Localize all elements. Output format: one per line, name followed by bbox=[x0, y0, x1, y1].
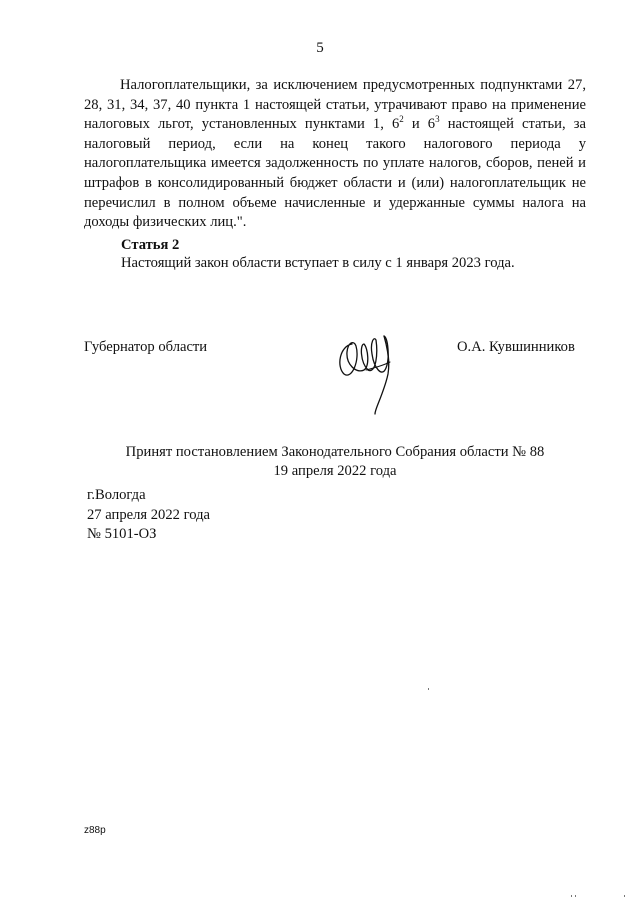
scan-artifact bbox=[575, 895, 576, 897]
paragraph-text-part-3: настоящей статьи, за налоговый период, если на конец такого налогового периода у налогоплательщика имеется задолженность по уплате налогов, сборов, пеней и штрафов в консолидированный бюджет области и (или) налогоплательщик не перечислил в полном объеме начисленные и удержанные суммы налога на доходы физических лиц.". bbox=[84, 116, 586, 231]
paragraph-text-part-1: Налогоплательщики, за исключением предусмотренных подпунктами 27, 28, 31, 34, 37, 40 пункта 1 настоящей статьи, утрачивают право на применение налоговых льгот, установленных пунктами 1, 6 bbox=[84, 77, 586, 133]
governor-name: О.А. Кувшинников bbox=[457, 339, 575, 355]
law-number: № 5101-ОЗ bbox=[87, 526, 157, 542]
signing-date: 27 апреля 2022 года bbox=[87, 506, 210, 523]
governor-title: Губернатор области bbox=[84, 339, 208, 355]
article-title: Статья 2 bbox=[121, 237, 180, 253]
document-code: z88p bbox=[84, 825, 106, 836]
adoption-line-1: Принят постановлением Законодательного Собрания области № 88 bbox=[125, 444, 545, 460]
scan-artifact bbox=[624, 895, 625, 897]
handwritten-signature bbox=[330, 318, 420, 418]
amendment-paragraph bbox=[84, 76, 586, 233]
paragraph-text-part-2: и 6 bbox=[403, 116, 436, 133]
adoption-statement bbox=[0, 443, 640, 481]
place-date-number bbox=[87, 486, 210, 545]
article-text: Настоящий закон области вступает в силу с 1 января 2023 года. bbox=[121, 255, 515, 271]
page-number: 5 bbox=[316, 40, 324, 56]
scan-artifact bbox=[428, 688, 429, 690]
adoption-line-2: 19 апреля 2022 года bbox=[273, 463, 397, 479]
superscript-2: 2 bbox=[399, 114, 404, 125]
superscript-3: 3 bbox=[435, 114, 440, 125]
scan-artifact bbox=[571, 895, 572, 897]
city: г.Вологда bbox=[87, 487, 146, 503]
